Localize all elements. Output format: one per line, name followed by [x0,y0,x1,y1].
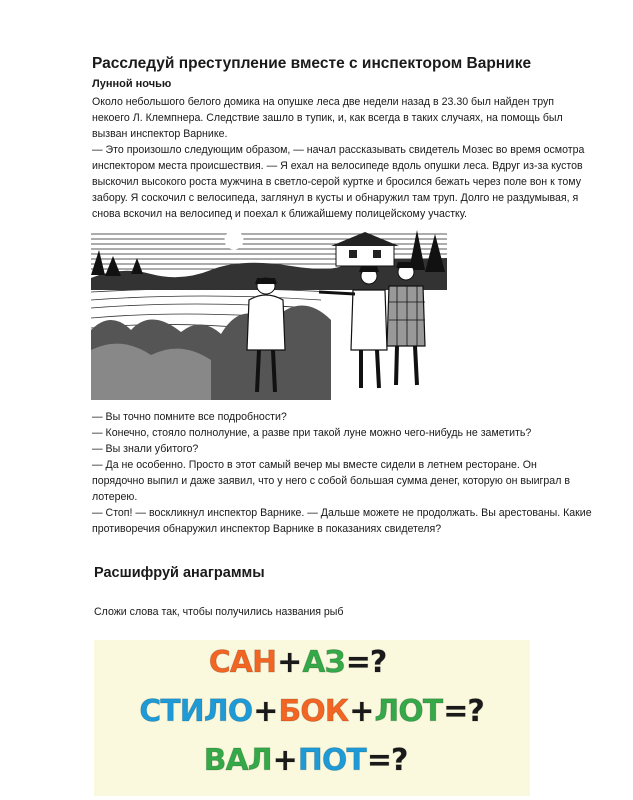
anagram-row [94,694,530,729]
dialogue-line: — Вы точно помните все подробности? [92,411,287,423]
crime-scene-illustration [91,230,447,400]
dialogue-line: — Да не особенно. Просто в этот самый вечер мы вместе сидели в летнем ресторане. Он порядочно выпил и даже заявил, что у него с собой большая сумма денег, которую он выиграл в лотерею. [92,459,570,503]
page-title: Расследуй преступление вместе с инспектором Варнике [92,55,532,72]
anagram-part: СТИЛО [139,694,253,729]
anagram-instruction: Сложи слова так, чтобы получились названия рыб [94,606,344,618]
anagram-puzzle [94,640,530,796]
dialogue-line: — Стоп! — воскликнул инспектор Варнике. — Дальше можете не продолжать. Вы арестованы. Какие противоречия обнаружил инспектор Варнике в показаниях свидетеля? [92,507,592,535]
dialogue-line: — Вы знали убитого? [92,443,199,455]
story-intro [92,94,592,222]
anagram-part: ЛОТ [374,694,443,729]
story-paragraph: Около небольшого белого домика на опушке леса две недели назад в 23.30 был найден труп некоего Л. Клемпнера. Следствие зашло в тупик, и, как всегда в таких случаях, на помощь был вызван инспектор Варнике. [92,96,563,140]
anagram-part: ВАЛ [203,743,272,778]
anagram-row [80,645,516,680]
story-subtitle: Лунной ночью [92,78,172,90]
anagram-part: ПОТ [297,743,366,778]
plus-sign: + [277,645,302,680]
anagram-row [88,743,524,778]
equals-question: =? [443,694,484,729]
anagram-part: АЗ [302,645,345,680]
anagram-part: САН [208,645,277,680]
plus-sign: + [272,743,297,778]
anagram-section-title: Расшифруй анаграммы [94,565,265,581]
dialogue [92,409,592,537]
plus-sign: + [349,694,374,729]
story-paragraph: — Это произошло следующим образом, — начал рассказывать свидетель Мозес во время осмотра инспектором места происшествия. — Я ехал на велосипеде вдоль опушки леса. Вдруг из-за кустов выскочил высокого роста мужчина в светло-серой куртке и бросился бежать через поле вон к тому забору. Я соскочил с велосипеда, заглянул в кусты и обнаружил там труп. Долго не раздумывая, я снова вскочил на велосипед и поехал к ближайшему полицейскому участку. [92,144,585,220]
dialogue-line: — Конечно, стояло полнолуние, а разве при такой луне можно чего-нибудь не заметить? [92,427,532,439]
equals-question: =? [366,743,408,778]
equals-question: =? [345,645,387,680]
plus-sign: + [253,694,278,729]
anagram-part: БОК [278,694,349,729]
